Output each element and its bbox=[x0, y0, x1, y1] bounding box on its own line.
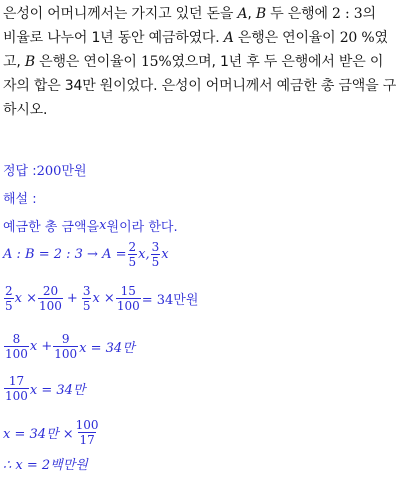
problem-line-3 bbox=[3, 50, 397, 74]
step-text: 원이라 한다. bbox=[106, 220, 178, 235]
problem-line-5: 하시오. bbox=[3, 102, 48, 118]
var-a: A bbox=[223, 30, 234, 46]
problem-line-4: 자의 합은 34만 원이었다. 은성이 어머니께서 예금한 총 금액을 구 bbox=[3, 78, 397, 94]
var-x: x, bbox=[138, 247, 150, 262]
var-x: x bbox=[161, 247, 169, 262]
problem-text-segment: 고, bbox=[3, 54, 25, 70]
numerator: 100 bbox=[75, 418, 99, 432]
fraction bbox=[82, 284, 92, 313]
denominator: 5 bbox=[151, 255, 160, 269]
problem-line-2 bbox=[3, 26, 397, 50]
step-3 bbox=[3, 284, 198, 313]
denominator: 17 bbox=[79, 433, 95, 447]
step-6 bbox=[3, 418, 101, 447]
step-1 bbox=[3, 216, 178, 235]
rhs: x = 34만 bbox=[79, 341, 135, 356]
denominator: 100 bbox=[5, 389, 28, 403]
var-x: x bbox=[99, 218, 107, 233]
problem-text-segment: 은성이 어머니께서는 가지고 있던 돈을 bbox=[3, 6, 238, 22]
denominator: 100 bbox=[54, 347, 78, 361]
term: x + bbox=[29, 339, 53, 354]
fraction bbox=[128, 240, 138, 269]
ratio-equation: A : B = 2 : 3 → A = bbox=[3, 247, 127, 262]
numerator: 2 bbox=[128, 240, 137, 254]
numerator: 3 bbox=[151, 240, 160, 254]
denominator: 100 bbox=[5, 347, 28, 361]
answer-label: 정답 : bbox=[3, 164, 37, 179]
numerator: 8 bbox=[12, 332, 21, 346]
explanation-label: 해설 : bbox=[3, 192, 37, 207]
denominator: 5 bbox=[128, 255, 137, 269]
numerator: 3 bbox=[82, 284, 91, 298]
final-answer: ∴ x = 2백만원 bbox=[3, 458, 88, 473]
problem-text-segment: 은행은 연이율이 bbox=[233, 30, 340, 46]
fraction bbox=[151, 240, 161, 269]
problem-text-segment: 비율로 나누어 1년 동안 예금하였다. bbox=[3, 30, 224, 46]
rhs: x = 34만 bbox=[29, 383, 86, 398]
term: x × bbox=[92, 291, 115, 306]
var-b: B bbox=[255, 6, 266, 22]
fraction bbox=[53, 332, 78, 361]
var-b: B bbox=[24, 54, 35, 70]
step-4 bbox=[3, 332, 135, 361]
step-text: 예금한 총 금액을 bbox=[3, 220, 100, 235]
problem-line-1 bbox=[3, 2, 397, 26]
numerator: 15 bbox=[120, 284, 136, 298]
lhs: x = 34만 × bbox=[3, 427, 74, 442]
answer-value: 200만원 bbox=[36, 164, 87, 179]
numerator: 17 bbox=[8, 374, 25, 388]
fraction bbox=[4, 374, 29, 403]
fraction bbox=[116, 284, 141, 313]
problem-text-segment: 였으며, 1년 후 두 은행에서 받은 이 bbox=[171, 54, 384, 70]
denominator: 5 bbox=[5, 299, 13, 313]
problem-text bbox=[3, 2, 397, 122]
problem-text-segment: 였 bbox=[374, 30, 388, 46]
step-2 bbox=[3, 240, 169, 269]
rate-a-value: 20 % bbox=[339, 30, 375, 46]
fraction bbox=[38, 284, 63, 313]
answer-line bbox=[3, 160, 87, 179]
var-a: A bbox=[237, 6, 248, 22]
plus-sign: + bbox=[66, 291, 78, 306]
rhs: = 34만원 bbox=[141, 293, 199, 308]
numerator: 9 bbox=[61, 332, 70, 346]
fraction bbox=[75, 418, 100, 447]
problem-text-segment: 은행은 연이율이 bbox=[34, 54, 141, 70]
fraction bbox=[4, 284, 14, 313]
fraction bbox=[4, 332, 29, 361]
ratio-value: 2 : 3 bbox=[332, 6, 363, 22]
denominator: 100 bbox=[116, 299, 140, 313]
comma: , bbox=[247, 6, 256, 22]
numerator: 2 bbox=[5, 284, 13, 298]
problem-text-segment: 의 bbox=[362, 6, 376, 22]
denominator: 100 bbox=[39, 299, 62, 313]
denominator: 5 bbox=[82, 299, 91, 313]
step-5 bbox=[3, 374, 86, 403]
rate-b-value: 15% bbox=[140, 54, 172, 70]
problem-text-segment: 두 은행에 bbox=[265, 6, 333, 22]
term: x × bbox=[14, 291, 37, 306]
numerator: 20 bbox=[42, 284, 59, 298]
